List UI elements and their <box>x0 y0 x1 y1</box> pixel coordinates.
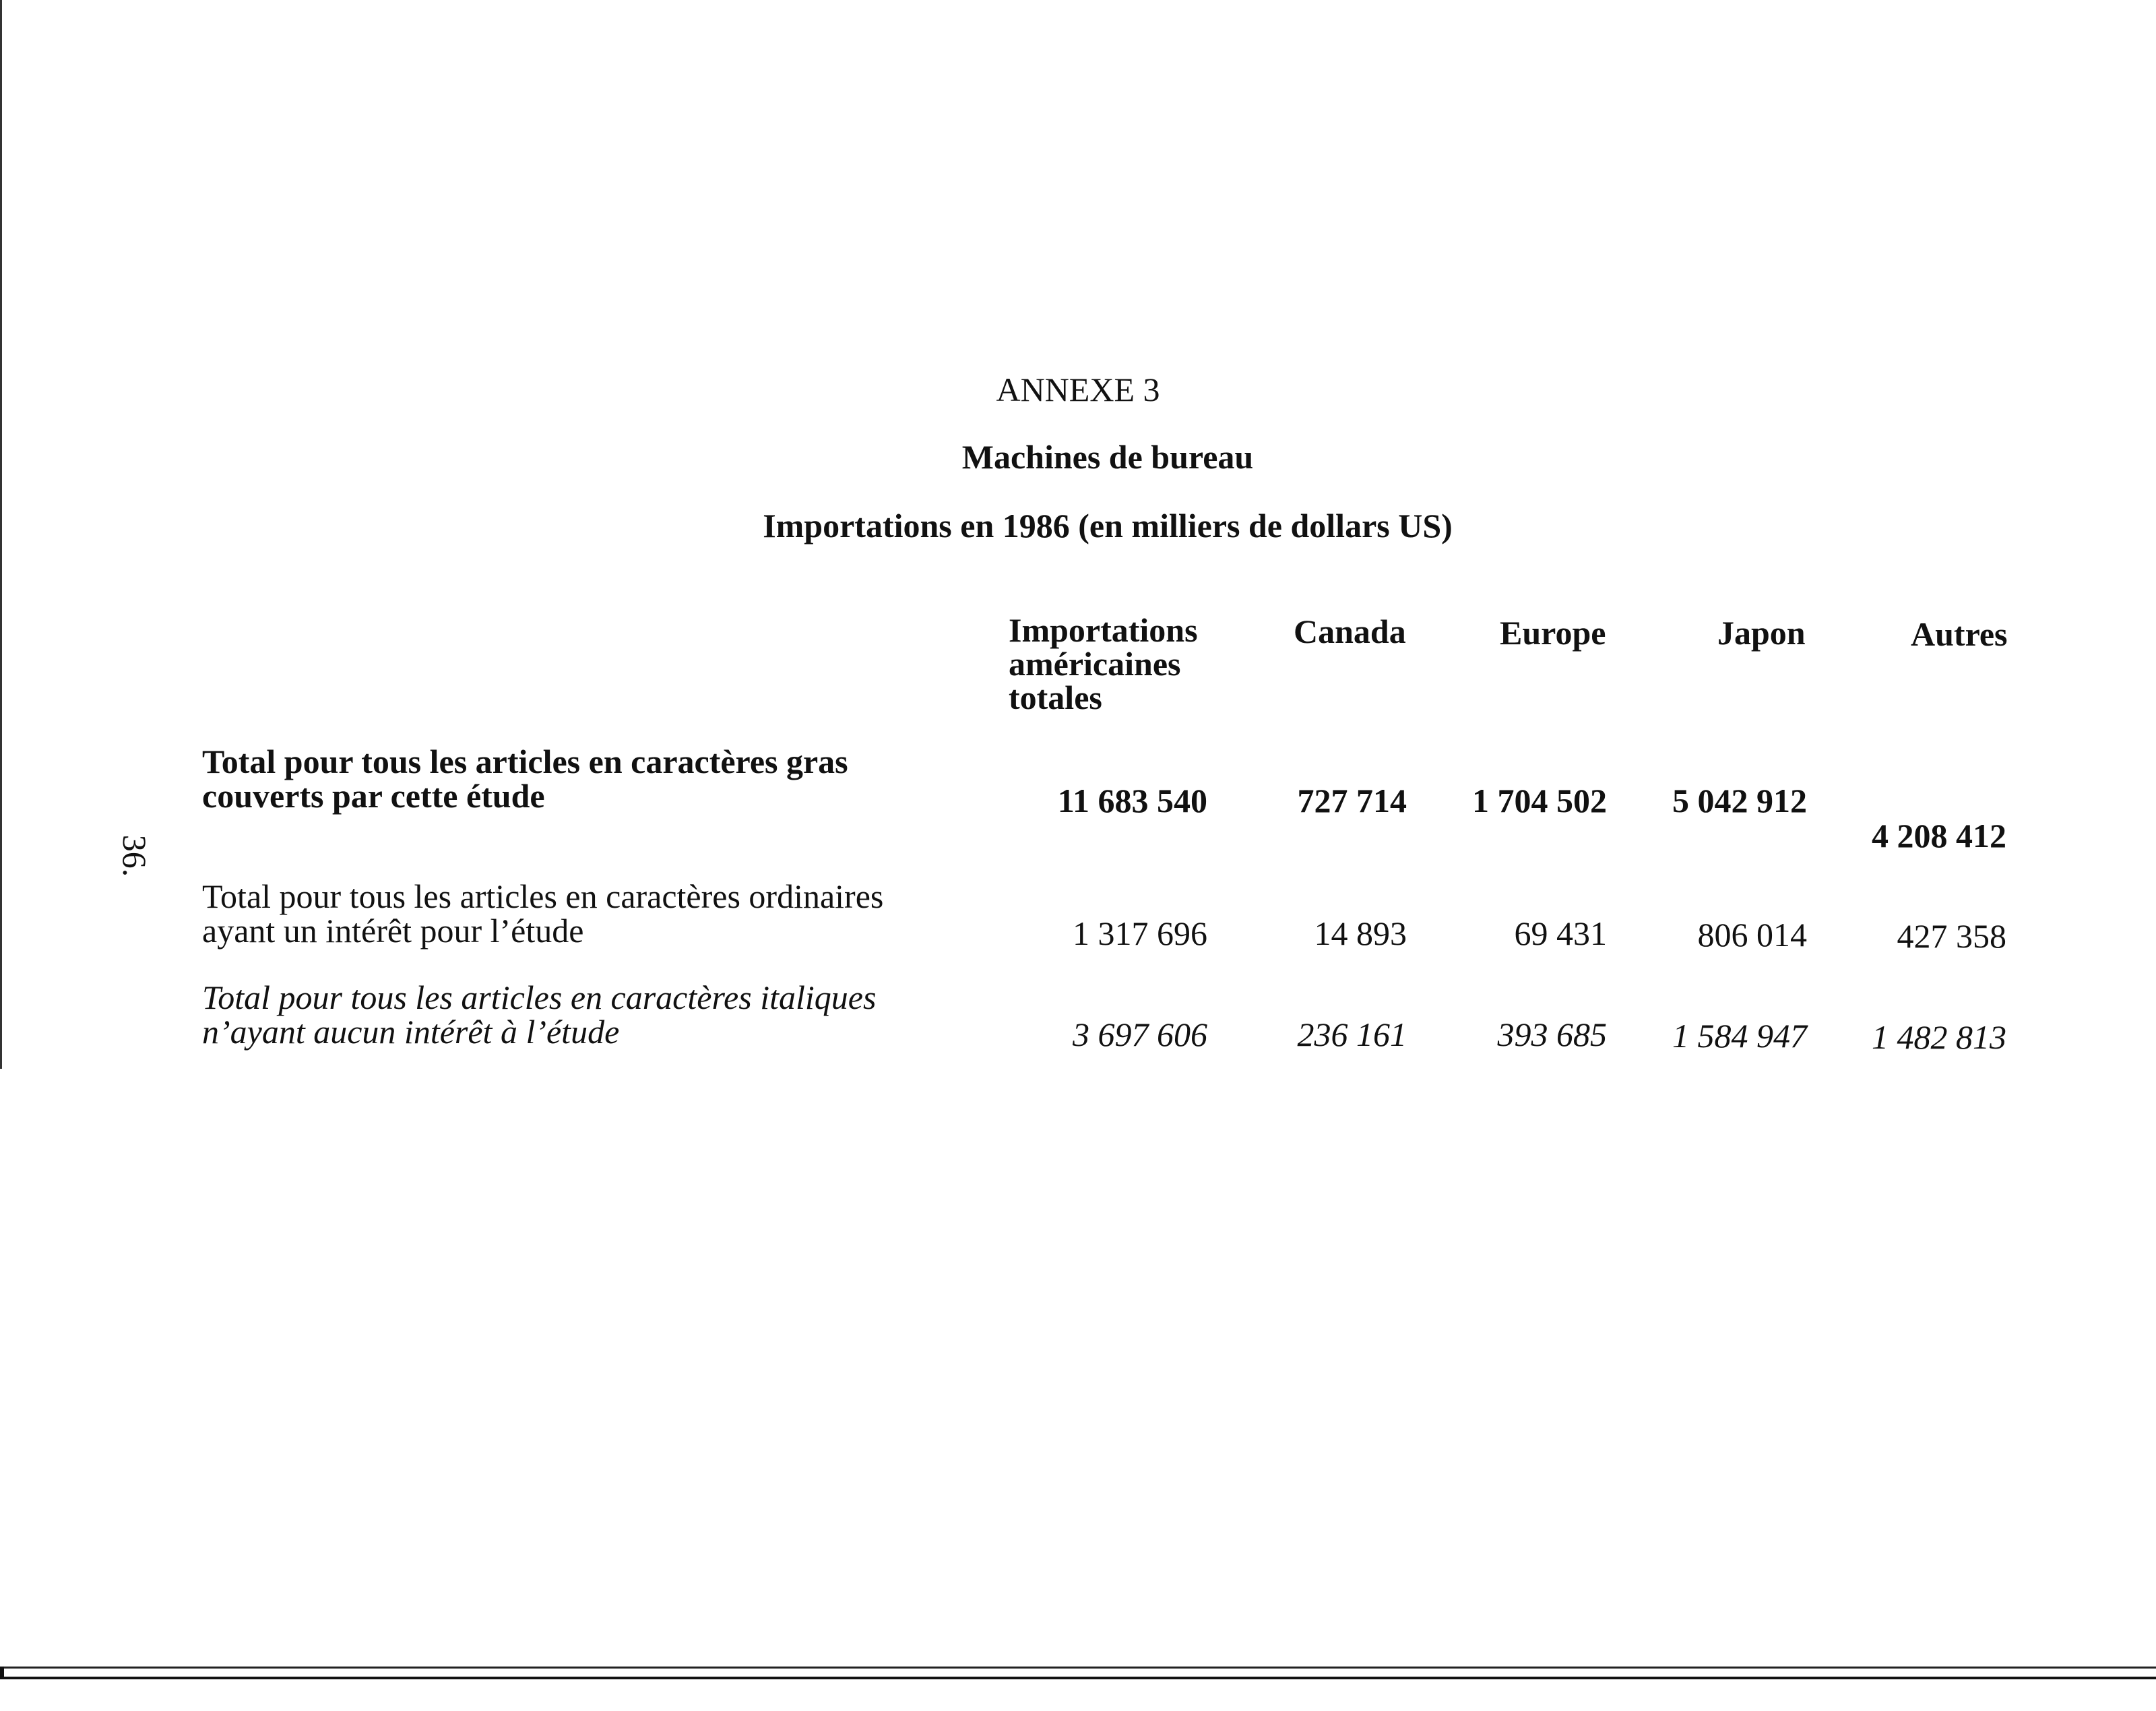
row-label-regular: Total pour tous les articles en caractères ordinaires ayant un intérêt pour l’étude <box>202 877 884 950</box>
table-cell: 806 014 <box>1697 916 1807 954</box>
column-header-autres: Autres <box>1911 615 2008 653</box>
table-cell: 1 317 696 <box>1073 914 1207 952</box>
table-cell: 69 431 <box>1514 914 1607 952</box>
column-header-canada: Canada <box>1294 613 1406 650</box>
table-cell: 3 697 606 <box>1073 1016 1207 1053</box>
table-cell: 4 208 412 <box>1872 817 2006 854</box>
table-cell: 14 893 <box>1314 914 1407 952</box>
table-cell: 393 685 <box>1497 1016 1607 1053</box>
table-cell: 5 042 912 <box>1672 782 1807 819</box>
bottom-rule-stub <box>0 1667 4 1679</box>
row-label-bold: Total pour tous les articles en caractères gras couverts par cette étude <box>202 743 848 815</box>
document-subtitle-units: Importations en 1986 (en milliers de dollars US) <box>763 507 1453 545</box>
page-left-edge <box>0 0 2 1069</box>
table-cell: 236 161 <box>1297 1016 1407 1053</box>
bottom-rule-upper <box>0 1667 2156 1669</box>
table-cell: 427 358 <box>1897 917 2006 955</box>
table-cell: 1 584 947 <box>1672 1017 1807 1055</box>
row-label-italic: Total pour tous les articles en caractères italiques n’ayant aucun intérêt à l’étude <box>202 978 877 1051</box>
bottom-rule-lower <box>0 1677 2156 1679</box>
column-header-japon: Japon <box>1717 614 1806 652</box>
table-cell: 1 482 813 <box>1872 1018 2006 1056</box>
table-cell: 11 683 540 <box>1057 782 1207 819</box>
column-header-total: Importations américaines totales <box>1009 611 1198 716</box>
document-subtitle: Machines de bureau <box>961 438 1254 476</box>
annex-title: ANNEXE 3 <box>996 371 1160 408</box>
table-cell: 1 704 502 <box>1472 782 1607 819</box>
page-number: 36. <box>116 834 154 877</box>
table-cell: 727 714 <box>1297 782 1407 819</box>
column-header-europe: Europe <box>1500 614 1606 652</box>
